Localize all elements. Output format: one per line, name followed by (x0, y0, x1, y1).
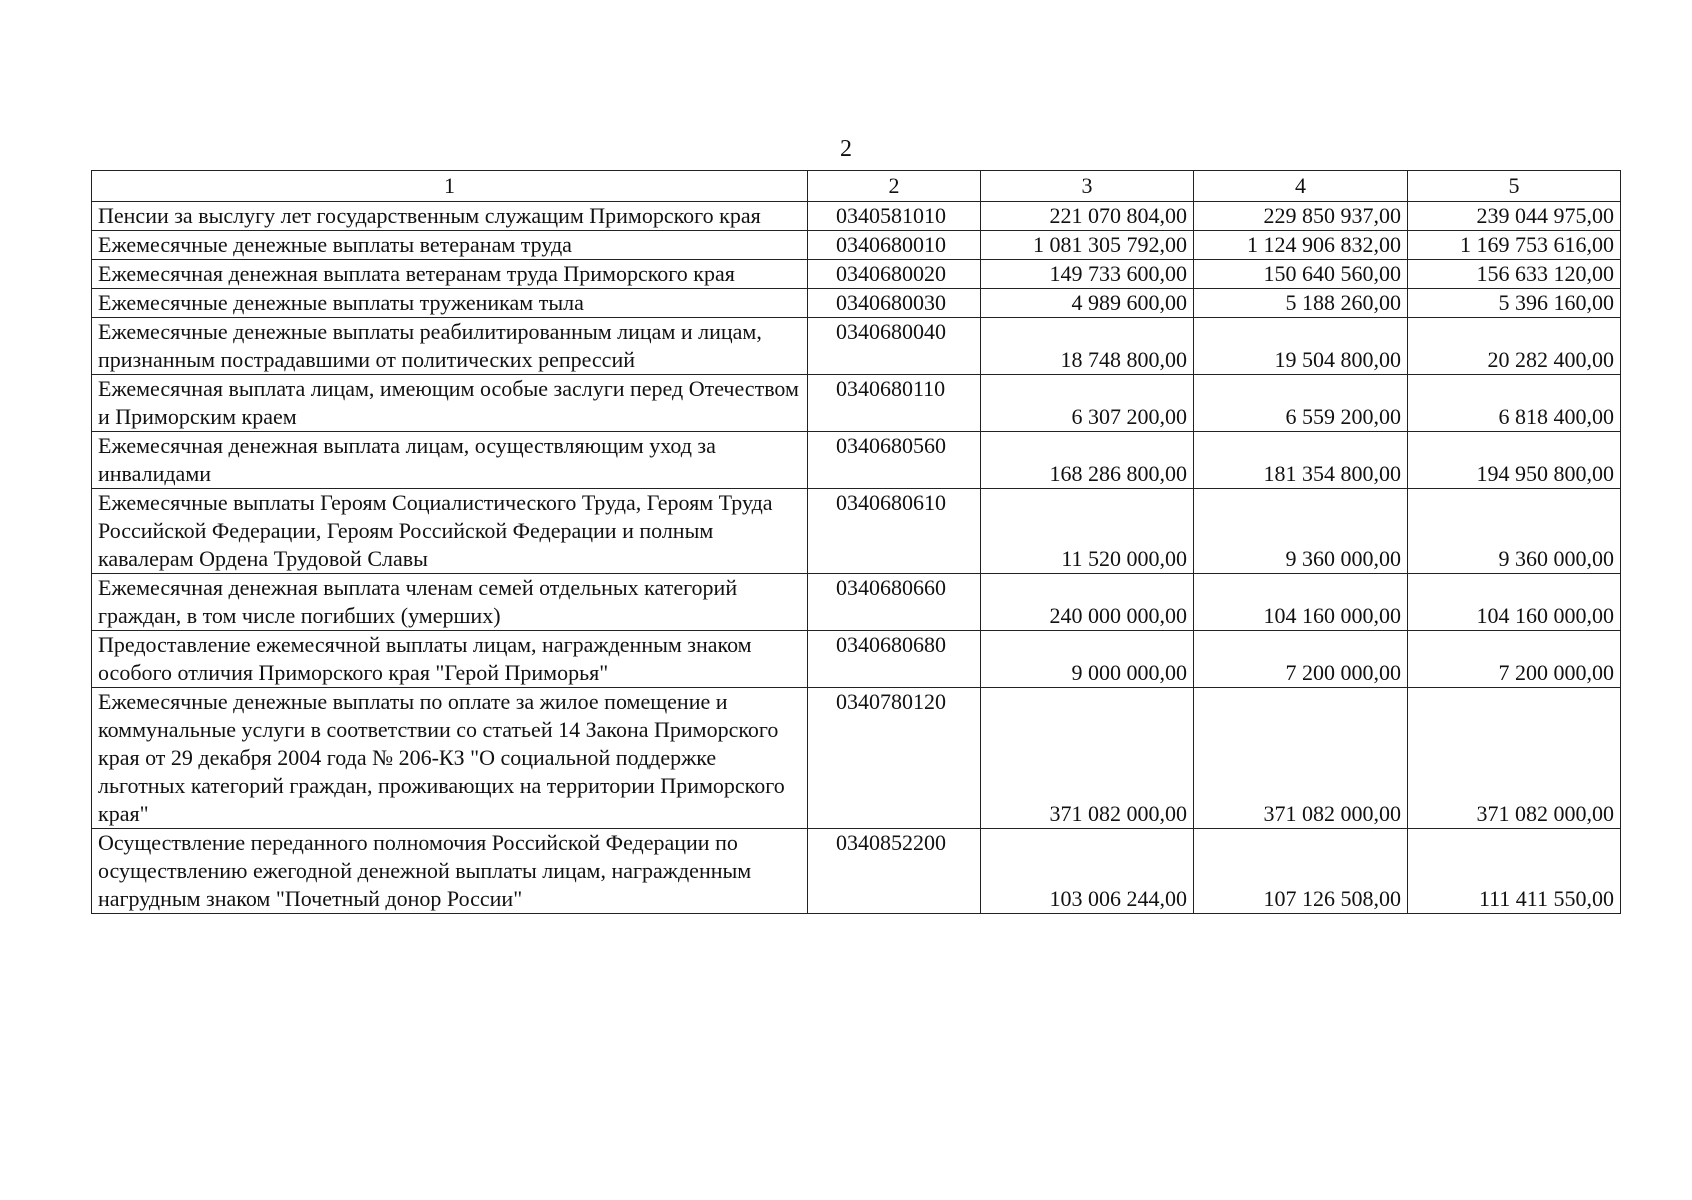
row-value-4: 229 850 937,00 (1194, 202, 1408, 231)
budget-table (91, 170, 1621, 914)
row-value-5: 20 282 400,00 (1408, 318, 1621, 375)
table-row (92, 318, 1621, 375)
row-value-5: 6 818 400,00 (1408, 375, 1621, 432)
row-value-4: 1 124 906 832,00 (1194, 231, 1408, 260)
row-value-4: 150 640 560,00 (1194, 260, 1408, 289)
row-value-3: 1 081 305 792,00 (981, 231, 1194, 260)
row-value-4: 107 126 508,00 (1194, 829, 1408, 914)
row-name: Ежемесячная денежная выплата лицам, осуществляющим уход за инвалидами (92, 432, 808, 489)
row-value-3: 6 307 200,00 (981, 375, 1194, 432)
row-value-4: 181 354 800,00 (1194, 432, 1408, 489)
row-code: 0340680040 (808, 318, 981, 375)
row-value-3: 4 989 600,00 (981, 289, 1194, 318)
row-code: 0340680610 (808, 489, 981, 574)
row-name: Ежемесячная денежная выплата членам семей отдельных категорий граждан, в том числе погибших (умерших) (92, 574, 808, 631)
row-name: Ежемесячные денежные выплаты труженикам тыла (92, 289, 808, 318)
row-code: 0340852200 (808, 829, 981, 914)
row-value-4: 7 200 000,00 (1194, 631, 1408, 688)
column-header-3: 3 (981, 171, 1194, 202)
row-value-4: 5 188 260,00 (1194, 289, 1408, 318)
row-name: Пенсии за выслугу лет государственным служащим Приморского края (92, 202, 808, 231)
row-name: Предоставление ежемесячной выплаты лицам, награжденным знаком особого отличия Приморского края "Герой Приморья" (92, 631, 808, 688)
row-value-5: 371 082 000,00 (1408, 688, 1621, 829)
row-value-5: 104 160 000,00 (1408, 574, 1621, 631)
row-value-4: 19 504 800,00 (1194, 318, 1408, 375)
table-row (92, 688, 1621, 829)
column-header-1: 1 (92, 171, 808, 202)
row-value-5: 156 633 120,00 (1408, 260, 1621, 289)
row-value-4: 371 082 000,00 (1194, 688, 1408, 829)
row-name: Ежемесячная денежная выплата ветеранам труда Приморского края (92, 260, 808, 289)
row-value-5: 1 169 753 616,00 (1408, 231, 1621, 260)
row-value-4: 6 559 200,00 (1194, 375, 1408, 432)
row-name: Ежемесячные денежные выплаты по оплате за жилое помещение и коммунальные услуги в соответствии со статьей 14 Закона Приморского края от 29 декабря 2004 года № 206-КЗ "О социальной поддержке льготных категорий граждан, проживающих на территории Приморского края" (92, 688, 808, 829)
row-value-3: 168 286 800,00 (981, 432, 1194, 489)
table-row (92, 829, 1621, 914)
row-value-5: 239 044 975,00 (1408, 202, 1621, 231)
row-code: 0340680660 (808, 574, 981, 631)
row-code: 0340680680 (808, 631, 981, 688)
row-name: Ежемесячные денежные выплаты ветеранам труда (92, 231, 808, 260)
row-code: 0340680560 (808, 432, 981, 489)
table-row (92, 231, 1621, 260)
row-value-4: 9 360 000,00 (1194, 489, 1408, 574)
table-row (92, 489, 1621, 574)
table-row (92, 260, 1621, 289)
column-header-4: 4 (1194, 171, 1408, 202)
table-row (92, 631, 1621, 688)
table-row (92, 289, 1621, 318)
row-value-3: 149 733 600,00 (981, 260, 1194, 289)
row-value-3: 9 000 000,00 (981, 631, 1194, 688)
column-header-5: 5 (1408, 171, 1621, 202)
row-value-3: 240 000 000,00 (981, 574, 1194, 631)
table-row (92, 574, 1621, 631)
row-value-5: 194 950 800,00 (1408, 432, 1621, 489)
row-value-3: 103 006 244,00 (981, 829, 1194, 914)
row-value-3: 371 082 000,00 (981, 688, 1194, 829)
table-row (92, 375, 1621, 432)
row-value-3: 221 070 804,00 (981, 202, 1194, 231)
row-value-5: 9 360 000,00 (1408, 489, 1621, 574)
row-name: Ежемесячная выплата лицам, имеющим особые заслуги перед Отечеством и Приморским краем (92, 375, 808, 432)
row-code: 0340780120 (808, 688, 981, 829)
row-value-3: 11 520 000,00 (981, 489, 1194, 574)
table-row (92, 432, 1621, 489)
row-name: Осуществление переданного полномочия Российской Федерации по осуществлению ежегодной денежной выплаты лицам, награжденным нагрудным знаком "Почетный донор России" (92, 829, 808, 914)
row-code: 0340581010 (808, 202, 981, 231)
row-value-3: 18 748 800,00 (981, 318, 1194, 375)
row-value-5: 7 200 000,00 (1408, 631, 1621, 688)
row-value-5: 5 396 160,00 (1408, 289, 1621, 318)
header-row (92, 171, 1621, 202)
table-header (92, 171, 1621, 202)
table-row (92, 202, 1621, 231)
row-code: 0340680030 (808, 289, 981, 318)
row-code: 0340680010 (808, 231, 981, 260)
row-name: Ежемесячные выплаты Героям Социалистического Труда, Героям Труда Российской Федерации, Героям Российской Федерации и полным кавалерам Ордена Трудовой Славы (92, 489, 808, 574)
table-body (92, 202, 1621, 914)
column-header-2: 2 (808, 171, 981, 202)
row-code: 0340680110 (808, 375, 981, 432)
row-value-5: 111 411 550,00 (1408, 829, 1621, 914)
row-code: 0340680020 (808, 260, 981, 289)
page-number: 2 (840, 136, 852, 162)
row-name: Ежемесячные денежные выплаты реабилитированным лицам и лицам, признанным пострадавшими от политических репрессий (92, 318, 808, 375)
row-value-4: 104 160 000,00 (1194, 574, 1408, 631)
